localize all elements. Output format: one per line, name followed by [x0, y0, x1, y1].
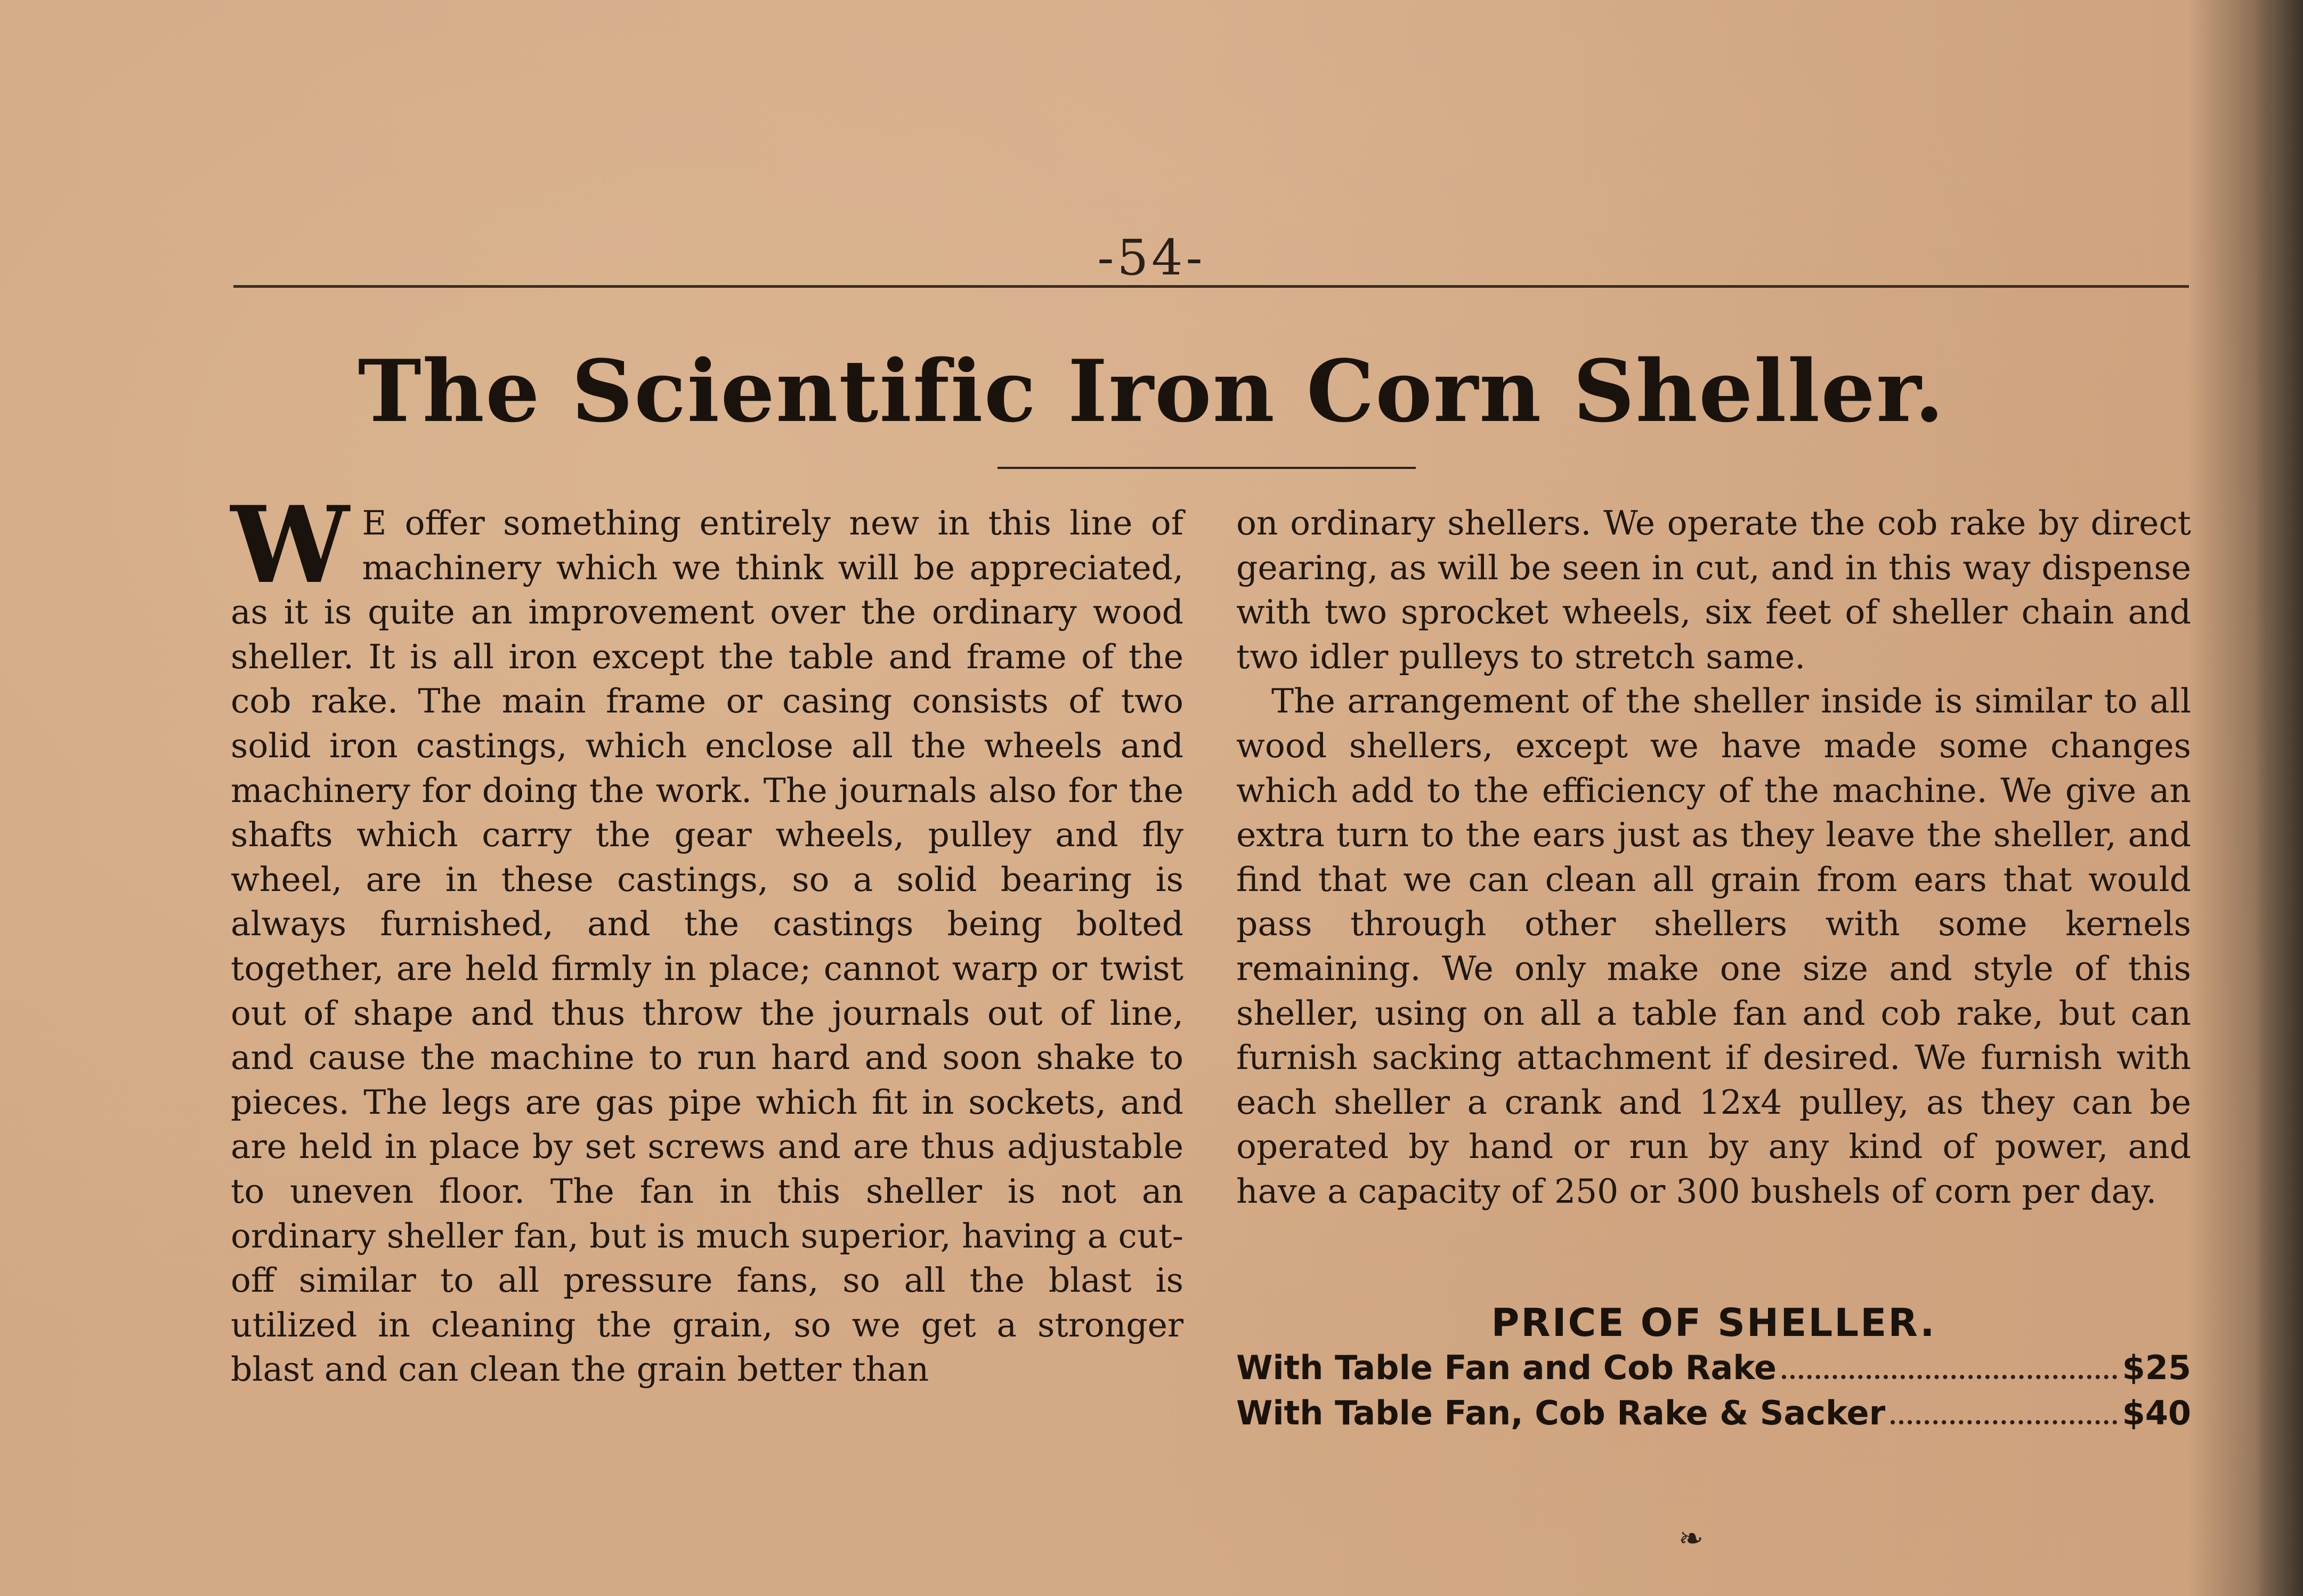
- price-item-label: With Table Fan and Cob Rake: [1236, 1348, 1777, 1387]
- right-paragraph-1: on ordinary shellers. We operate the cob rake by direct gearing, as will be seen in cut, and in this way dispense with two sprocket wheels, six feet of sheller chain and two idler pulleys to stretch same.: [1236, 504, 2191, 676]
- dot-leader: [1782, 1375, 2117, 1379]
- title-rule: [998, 467, 1416, 469]
- article-title: The Scientific Iron Corn Sheller.: [358, 341, 1945, 441]
- price-item-label: With Table Fan, Cob Rake & Sacker: [1236, 1394, 1886, 1432]
- left-column-text: E offer something entirely new in this line of machinery which we think will be appreciated, as it is quite an improvement over the ordinary wood sheller. It is all iron except the table and frame of the cob rake. The main frame or casing consists of two solid iron castings, which enclose all the wheels and machinery for doing the work. The journals also for the shafts which carry the gear wheels, pulley and fly wheel, are in these castings, so a solid bearing is always furnished, and the castings being bolted together, are held firmly in place; cannot warp or twist out of shape and thus throw the journals out of line, and cause the machine to run hard and soon shake to pieces. The legs are gas pipe which fit in sockets, and are held in place by set screws and are thus adjustable to uneven floor. The fan in this sheller is not an ordinary sheller fan, but is much superior, having a cut-off similar to all pressure fans, so all the blast is utilized in cleaning the grain, so we get a stronger blast and can clean the grain better than: [231, 504, 1183, 1389]
- price-item-value: $25: [2122, 1348, 2191, 1387]
- right-column: [1236, 501, 2191, 1214]
- right-paragraph-2: The arrangement of the sheller inside is similar to all wood shellers, except we have made some changes which add to the efficiency of the machine. We give an extra turn to the ears just as they leave the sheller, and find that we can clean all grain from ears that would pass through other shellers with some kernels remaining. We only make one size and style of this sheller, using on all a table fan and cob rake, but can furnish sacking attachment if desired. We furnish with each sheller a crank and 12x4 pulley, as they can be operated by hand or run by any kind of power, and have a capacity of 250 or 300 bushels of corn per day.: [1236, 682, 2191, 1211]
- price-row: [1236, 1394, 2191, 1432]
- price-heading: PRICE OF SHELLER.: [1491, 1300, 1936, 1345]
- price-item-value: $40: [2122, 1394, 2191, 1432]
- price-row: [1236, 1348, 2191, 1387]
- page-number: -54-: [1097, 229, 1206, 286]
- dot-leader: [1891, 1420, 2117, 1424]
- left-paragraph: [231, 483, 1183, 1392]
- left-column: [231, 483, 1183, 1392]
- printer-ornament-icon: ❧: [1678, 1521, 1704, 1556]
- drop-cap: W: [231, 483, 350, 607]
- header-rule: [233, 285, 2189, 288]
